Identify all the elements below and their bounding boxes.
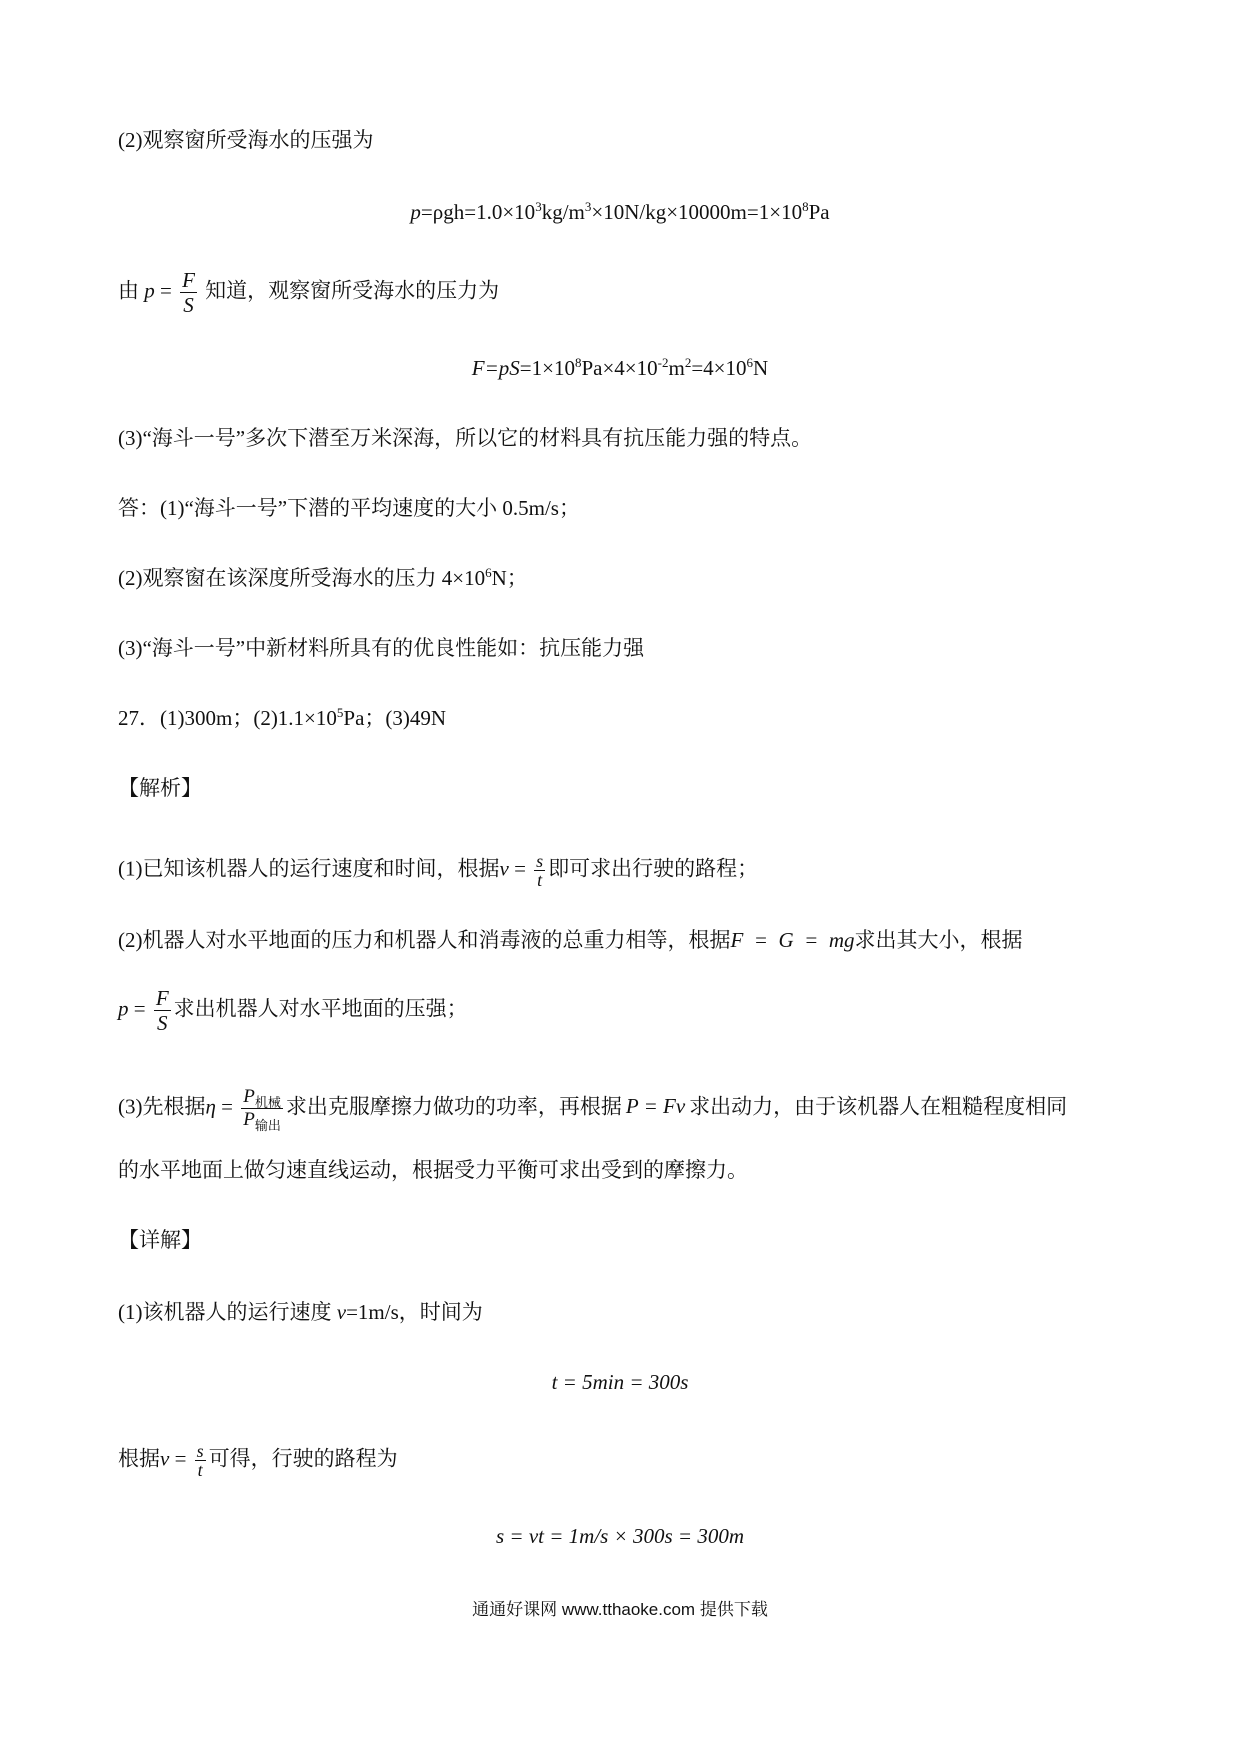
text: 27．(1)300m；(2)1.1×10 xyxy=(118,706,337,730)
text: (1)该机器人的运行速度 xyxy=(118,1300,337,1324)
power-symbol: P xyxy=(243,1109,255,1130)
fraction-efficiency xyxy=(241,1086,283,1131)
fraction-denominator: S xyxy=(157,1011,168,1035)
text: 求出动力，由于该机器人在粗糙程度相同 xyxy=(689,1094,1068,1119)
formula-inline: P = Fv xyxy=(625,1094,686,1119)
analysis-heading: 【解析】 xyxy=(118,776,202,800)
exponent: 6 xyxy=(746,355,754,370)
formula-text: =4×10 xyxy=(691,356,747,380)
subscript: 输出 xyxy=(254,1118,281,1133)
formula-symbol: p xyxy=(118,996,129,1021)
formula-text: kg/m xyxy=(541,200,585,224)
text: = xyxy=(508,856,532,881)
formula-symbol: v xyxy=(499,856,509,881)
text: 求出克服摩擦力做功的功率，再根据 xyxy=(285,1094,622,1119)
text: 求出机器人对水平地面的压强； xyxy=(173,996,468,1021)
text: 知道，观察窗所受海水的压力为 xyxy=(199,278,500,303)
text: (2)机器人对水平地面的压力和机器人和消毒液的总重力相等，根据 xyxy=(118,928,731,952)
fraction-f-over-s xyxy=(154,986,171,1035)
fraction-denominator xyxy=(241,1109,283,1131)
text: 求出其大小，根据 xyxy=(854,928,1023,952)
text: 可得，行驶的路程为 xyxy=(208,1446,398,1471)
text: (1)已知该机器人的运行速度和时间，根据 xyxy=(118,856,500,881)
text: = xyxy=(169,1446,192,1471)
fraction-numerator xyxy=(241,1086,283,1109)
fraction-s-over-t xyxy=(534,852,545,889)
analysis-line-2b xyxy=(118,986,468,1035)
formula-time xyxy=(0,1368,1240,1396)
formula-symbol: v xyxy=(160,1446,170,1471)
analysis-line-1 xyxy=(118,852,758,889)
formula-force xyxy=(0,354,1240,382)
formula-text: =ρgh=1.0×10 xyxy=(420,200,536,224)
exponent: 5 xyxy=(336,705,344,720)
formula-symbol: p xyxy=(410,200,421,224)
fraction-denominator: t xyxy=(197,1460,203,1480)
exponent: 8 xyxy=(802,199,809,214)
formula-text: m xyxy=(668,356,685,380)
text: 根据 xyxy=(118,1446,160,1471)
exponent: 8 xyxy=(574,355,582,370)
fraction-numerator: F xyxy=(155,986,169,1010)
text: = xyxy=(154,278,178,303)
formula-symbol: p xyxy=(144,278,155,303)
analysis-line-2 xyxy=(118,926,1023,954)
fraction-denominator: S xyxy=(183,293,194,317)
paragraph-p2-title: (2)观察窗所受海水的压强为 xyxy=(118,128,374,152)
question-27-answer xyxy=(118,704,446,732)
text: 即可求出行驶的路程； xyxy=(548,856,759,881)
formula-text: ×10N/kg×10000m=1×10 xyxy=(591,200,803,224)
fraction-numerator: s xyxy=(536,851,544,871)
formula-symbol: η xyxy=(205,1094,216,1119)
text: = xyxy=(215,1094,239,1119)
answer-line-2 xyxy=(118,564,528,592)
fraction-s-over-t xyxy=(195,1442,206,1479)
exponent: 3 xyxy=(535,199,542,214)
exponent: 2 xyxy=(684,355,692,370)
text: (3)先根据 xyxy=(118,1094,206,1119)
detail-line-2 xyxy=(118,1442,398,1479)
fraction-f-over-s xyxy=(180,268,197,317)
fraction-numerator: F xyxy=(182,268,195,292)
text: (2)观察窗在该深度所受海水的压力 4×10 xyxy=(118,566,486,590)
text: =1m/s，时间为 xyxy=(346,1300,483,1324)
formula-symbol: v xyxy=(336,1300,347,1324)
paragraph-p3: (3)“海斗一号”多次下潜至万米深海，所以它的材料具有抗压能力强的特点。 xyxy=(118,426,813,450)
text: N； xyxy=(491,566,528,590)
exponent: -2 xyxy=(657,355,669,370)
formula-inline: t = 5min = 300s xyxy=(551,1370,689,1394)
text: 由 xyxy=(118,278,145,303)
text: = xyxy=(128,996,151,1021)
formula-pressure xyxy=(0,198,1240,226)
formula-symbol: F=pS xyxy=(471,356,520,380)
paragraph-by-formula xyxy=(118,268,499,317)
analysis-line-3 xyxy=(118,1086,1067,1131)
detail-heading: 【详解】 xyxy=(118,1228,202,1252)
formula-text: =1×10 xyxy=(519,356,575,380)
text: Pa；(3)49N xyxy=(343,706,447,730)
subscript: 机械 xyxy=(254,1095,281,1110)
formula-distance xyxy=(0,1522,1240,1550)
formula-inline: F = G = mg xyxy=(730,928,855,952)
detail-line-1 xyxy=(118,1298,483,1326)
formula-text: N xyxy=(753,356,769,380)
answer-line-1: 答：(1)“海斗一号”下潜的平均速度的大小 0.5m/s； xyxy=(118,496,580,520)
fraction-numerator: s xyxy=(196,1441,204,1461)
analysis-line-3b: 的水平地面上做匀速直线运动，根据受力平衡可求出受到的摩擦力。 xyxy=(118,1158,748,1182)
exponent: 6 xyxy=(485,565,492,580)
formula-text: Pa×4×10 xyxy=(581,356,658,380)
answer-line-3: (3)“海斗一号”中新材料所具有的优良性能如：抗压能力强 xyxy=(118,636,645,660)
footer-text: 通通好课网 www.tthaoke.com 提供下载 xyxy=(472,1600,768,1619)
power-symbol: P xyxy=(243,1086,255,1107)
formula-inline: s = vt = 1m/s × 300s = 300m xyxy=(495,1524,745,1548)
fraction-denominator: t xyxy=(537,870,543,890)
exponent: 3 xyxy=(584,199,592,214)
formula-text: Pa xyxy=(808,200,830,224)
